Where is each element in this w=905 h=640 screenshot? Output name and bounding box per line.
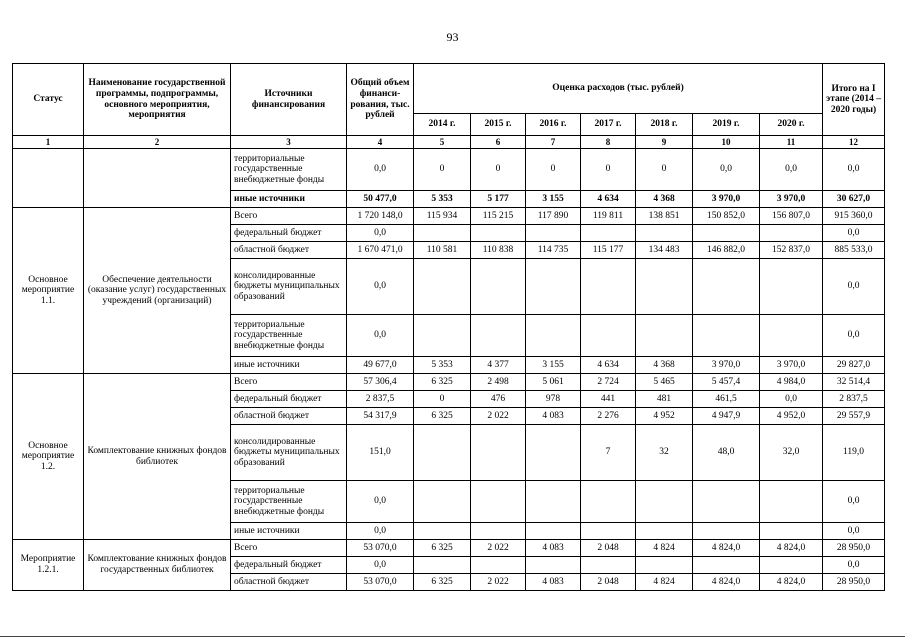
year-value-cell: 4 947,9	[693, 408, 760, 425]
year-value-cell	[581, 557, 636, 574]
column-number: 6	[471, 136, 526, 149]
year-value-cell	[636, 315, 693, 357]
total-cell: 0,0	[347, 149, 414, 191]
status-cell	[13, 149, 84, 208]
header-year: 2016 г.	[526, 114, 581, 136]
stage-total-cell: 0,0	[823, 225, 885, 242]
year-value-cell	[693, 523, 760, 540]
year-value-cell: 441	[581, 391, 636, 408]
year-value-cell: 4 824	[636, 574, 693, 591]
year-value-cell: 0,0	[760, 149, 823, 191]
year-value-cell: 4 368	[636, 357, 693, 374]
year-value-cell	[636, 225, 693, 242]
year-value-cell	[414, 225, 471, 242]
year-value-cell	[414, 259, 471, 315]
year-value-cell	[414, 557, 471, 574]
year-value-cell	[581, 481, 636, 523]
year-value-cell: 3 970,0	[693, 191, 760, 208]
year-value-cell: 4 083	[526, 540, 581, 557]
year-value-cell: 5 177	[471, 191, 526, 208]
total-cell: 57 306,4	[347, 374, 414, 391]
stage-total-cell: 0,0	[823, 149, 885, 191]
year-value-cell: 6 325	[414, 408, 471, 425]
total-cell: 50 477,0	[347, 191, 414, 208]
year-value-cell	[526, 557, 581, 574]
header-stage-total: Итого на I этапе (2014 – 2020 годы)	[823, 64, 885, 136]
stage-total-cell: 0,0	[823, 523, 885, 540]
year-value-cell	[760, 523, 823, 540]
header-year: 2015 г.	[471, 114, 526, 136]
source-cell: федеральный бюджет	[231, 225, 347, 242]
table-row	[13, 149, 885, 191]
year-value-cell	[693, 557, 760, 574]
column-number: 11	[760, 136, 823, 149]
stage-total-cell: 0,0	[823, 315, 885, 357]
total-cell: 151,0	[347, 425, 414, 481]
year-value-cell: 150 852,0	[693, 208, 760, 225]
table-row	[13, 374, 885, 391]
year-value-cell	[414, 523, 471, 540]
year-value-cell	[471, 523, 526, 540]
year-value-cell: 978	[526, 391, 581, 408]
source-cell: территориальные государственные внебюджетные фонды	[231, 149, 347, 191]
year-value-cell: 2 022	[471, 408, 526, 425]
source-cell: федеральный бюджет	[231, 557, 347, 574]
year-value-cell: 7	[581, 425, 636, 481]
year-value-cell	[636, 259, 693, 315]
year-value-cell	[636, 557, 693, 574]
header-total-volume: Общий объем финанси-рования, тыс. рублей	[347, 64, 414, 136]
year-value-cell: 5 353	[414, 357, 471, 374]
year-value-cell	[760, 481, 823, 523]
year-value-cell: 5 061	[526, 374, 581, 391]
year-value-cell	[760, 557, 823, 574]
year-value-cell: 4 952,0	[760, 408, 823, 425]
year-value-cell: 5 457,4	[693, 374, 760, 391]
year-value-cell: 2 022	[471, 574, 526, 591]
stage-total-cell: 29 557,9	[823, 408, 885, 425]
stage-total-cell: 885 533,0	[823, 242, 885, 259]
name-cell: Комплектование книжных фондов библиотек	[84, 374, 231, 540]
header-year: 2017 г.	[581, 114, 636, 136]
total-cell: 0,0	[347, 557, 414, 574]
year-value-cell	[526, 481, 581, 523]
year-value-cell: 3 970,0	[760, 357, 823, 374]
stage-total-cell: 28 950,0	[823, 540, 885, 557]
total-cell: 53 070,0	[347, 574, 414, 591]
year-value-cell	[760, 225, 823, 242]
year-value-cell: 2 022	[471, 540, 526, 557]
year-value-cell: 117 890	[526, 208, 581, 225]
name-cell: Комплектование книжных фондов государственных библиотек	[84, 540, 231, 591]
year-value-cell: 481	[636, 391, 693, 408]
budget-table	[12, 63, 885, 591]
year-value-cell: 146 882,0	[693, 242, 760, 259]
status-cell: Мероприятие 1.2.1.	[13, 540, 84, 591]
year-value-cell	[526, 425, 581, 481]
year-value-cell	[693, 315, 760, 357]
year-value-cell	[471, 557, 526, 574]
year-value-cell: 476	[471, 391, 526, 408]
column-number: 1	[13, 136, 84, 149]
year-value-cell: 115 177	[581, 242, 636, 259]
total-cell: 0,0	[347, 523, 414, 540]
stage-total-cell: 119,0	[823, 425, 885, 481]
stage-total-cell: 30 627,0	[823, 191, 885, 208]
year-value-cell: 4 824,0	[760, 574, 823, 591]
name-cell: Обеспечение деятельности (оказание услуг) государственных учреждений (организаций)	[84, 208, 231, 374]
header-year: 2014 г.	[414, 114, 471, 136]
year-value-cell	[636, 523, 693, 540]
source-cell: консолидированные бюджеты муниципальных образований	[231, 425, 347, 481]
year-value-cell: 156 807,0	[760, 208, 823, 225]
year-value-cell: 3 155	[526, 191, 581, 208]
year-value-cell: 0	[636, 149, 693, 191]
year-value-cell: 2 048	[581, 574, 636, 591]
year-value-cell: 4 824	[636, 540, 693, 557]
header-status: Статус	[13, 64, 84, 136]
status-cell: Основное мероприятие 1.1.	[13, 208, 84, 374]
year-value-cell: 3 970,0	[693, 357, 760, 374]
year-value-cell: 0	[471, 149, 526, 191]
column-number: 12	[823, 136, 885, 149]
year-value-cell: 115 934	[414, 208, 471, 225]
year-value-cell: 152 837,0	[760, 242, 823, 259]
column-number: 9	[636, 136, 693, 149]
year-value-cell: 32,0	[760, 425, 823, 481]
header-year: 2019 г.	[693, 114, 760, 136]
stage-total-cell: 0,0	[823, 557, 885, 574]
year-value-cell	[693, 259, 760, 315]
source-cell: областной бюджет	[231, 408, 347, 425]
header-sources: Источники финансирования	[231, 64, 347, 136]
year-value-cell: 4 634	[581, 357, 636, 374]
source-cell: иные источники	[231, 523, 347, 540]
year-value-cell	[526, 523, 581, 540]
source-cell: федеральный бюджет	[231, 391, 347, 408]
year-value-cell: 2 498	[471, 374, 526, 391]
total-cell: 1 720 148,0	[347, 208, 414, 225]
stage-total-cell: 32 514,4	[823, 374, 885, 391]
header-year: 2020 г.	[760, 114, 823, 136]
status-cell: Основное мероприятие 1.2.	[13, 374, 84, 540]
year-value-cell	[581, 259, 636, 315]
year-value-cell: 4 824,0	[760, 540, 823, 557]
year-value-cell	[526, 315, 581, 357]
year-value-cell: 4 634	[581, 191, 636, 208]
year-value-cell: 2 724	[581, 374, 636, 391]
year-value-cell: 4 824,0	[693, 540, 760, 557]
year-value-cell: 461,5	[693, 391, 760, 408]
source-cell: консолидированные бюджеты муниципальных образований	[231, 259, 347, 315]
year-value-cell: 0,0	[760, 391, 823, 408]
total-cell: 0,0	[347, 259, 414, 315]
year-value-cell	[414, 425, 471, 481]
stage-total-cell: 29 827,0	[823, 357, 885, 374]
year-value-cell: 3 155	[526, 357, 581, 374]
header-year: 2018 г.	[636, 114, 693, 136]
page-number: 93	[446, 30, 459, 44]
year-value-cell: 4 368	[636, 191, 693, 208]
year-value-cell: 48,0	[693, 425, 760, 481]
year-value-cell	[581, 225, 636, 242]
year-value-cell	[693, 481, 760, 523]
year-value-cell: 32	[636, 425, 693, 481]
year-value-cell	[760, 259, 823, 315]
year-value-cell: 134 483	[636, 242, 693, 259]
total-cell: 53 070,0	[347, 540, 414, 557]
year-value-cell: 2 276	[581, 408, 636, 425]
year-value-cell	[526, 259, 581, 315]
year-value-cell: 6 325	[414, 374, 471, 391]
year-value-cell: 3 970,0	[760, 191, 823, 208]
stage-total-cell: 0,0	[823, 259, 885, 315]
name-cell	[84, 149, 231, 208]
total-cell: 1 670 471,0	[347, 242, 414, 259]
year-value-cell: 4 984,0	[760, 374, 823, 391]
stage-total-cell: 0,0	[823, 481, 885, 523]
year-value-cell: 110 581	[414, 242, 471, 259]
total-cell: 0,0	[347, 225, 414, 242]
year-value-cell: 138 851	[636, 208, 693, 225]
column-number: 8	[581, 136, 636, 149]
year-value-cell: 4 824,0	[693, 574, 760, 591]
year-value-cell	[414, 481, 471, 523]
year-value-cell: 4 377	[471, 357, 526, 374]
year-value-cell	[760, 315, 823, 357]
total-cell: 0,0	[347, 315, 414, 357]
year-value-cell: 6 325	[414, 540, 471, 557]
column-number: 4	[347, 136, 414, 149]
source-cell: территориальные государственные внебюджетные фонды	[231, 315, 347, 357]
year-value-cell	[471, 425, 526, 481]
year-value-cell	[471, 259, 526, 315]
year-value-cell: 5 465	[636, 374, 693, 391]
source-cell: территориальные государственные внебюджетные фонды	[231, 481, 347, 523]
year-value-cell	[526, 225, 581, 242]
year-value-cell: 110 838	[471, 242, 526, 259]
year-value-cell: 0	[526, 149, 581, 191]
header-estimate: Оценка расходов (тыс. рублей)	[414, 64, 823, 114]
year-value-cell: 4 083	[526, 408, 581, 425]
year-value-cell: 0,0	[693, 149, 760, 191]
year-value-cell: 114 735	[526, 242, 581, 259]
year-value-cell	[471, 225, 526, 242]
year-value-cell: 4 083	[526, 574, 581, 591]
year-value-cell: 0	[414, 149, 471, 191]
column-number: 7	[526, 136, 581, 149]
stage-total-cell: 2 837,5	[823, 391, 885, 408]
total-cell: 49 677,0	[347, 357, 414, 374]
header-name: Наименование государственной программы, подпрограммы, основного мероприятия, мероприятия	[84, 64, 231, 136]
year-value-cell: 2 048	[581, 540, 636, 557]
source-cell: иные источники	[231, 357, 347, 374]
source-cell: иные источники	[231, 191, 347, 208]
source-cell: Всего	[231, 374, 347, 391]
total-cell: 2 837,5	[347, 391, 414, 408]
year-value-cell: 4 952	[636, 408, 693, 425]
source-cell: областной бюджет	[231, 242, 347, 259]
source-cell: областной бюджет	[231, 574, 347, 591]
total-cell: 54 317,9	[347, 408, 414, 425]
column-number: 2	[84, 136, 231, 149]
year-value-cell	[471, 315, 526, 357]
year-value-cell: 0	[414, 391, 471, 408]
year-value-cell	[581, 315, 636, 357]
year-value-cell: 0	[581, 149, 636, 191]
table-row	[13, 540, 885, 557]
year-value-cell	[414, 315, 471, 357]
year-value-cell	[581, 523, 636, 540]
source-cell: Всего	[231, 208, 347, 225]
year-value-cell	[636, 481, 693, 523]
column-number: 10	[693, 136, 760, 149]
year-value-cell: 115 215	[471, 208, 526, 225]
stage-total-cell: 28 950,0	[823, 574, 885, 591]
year-value-cell	[471, 481, 526, 523]
year-value-cell: 5 353	[414, 191, 471, 208]
total-cell: 0,0	[347, 481, 414, 523]
table-row	[13, 208, 885, 225]
year-value-cell	[693, 225, 760, 242]
stage-total-cell: 915 360,0	[823, 208, 885, 225]
source-cell: Всего	[231, 540, 347, 557]
page-bottom-divider	[0, 636, 905, 637]
column-number: 5	[414, 136, 471, 149]
year-value-cell: 6 325	[414, 574, 471, 591]
column-number: 3	[231, 136, 347, 149]
year-value-cell: 119 811	[581, 208, 636, 225]
